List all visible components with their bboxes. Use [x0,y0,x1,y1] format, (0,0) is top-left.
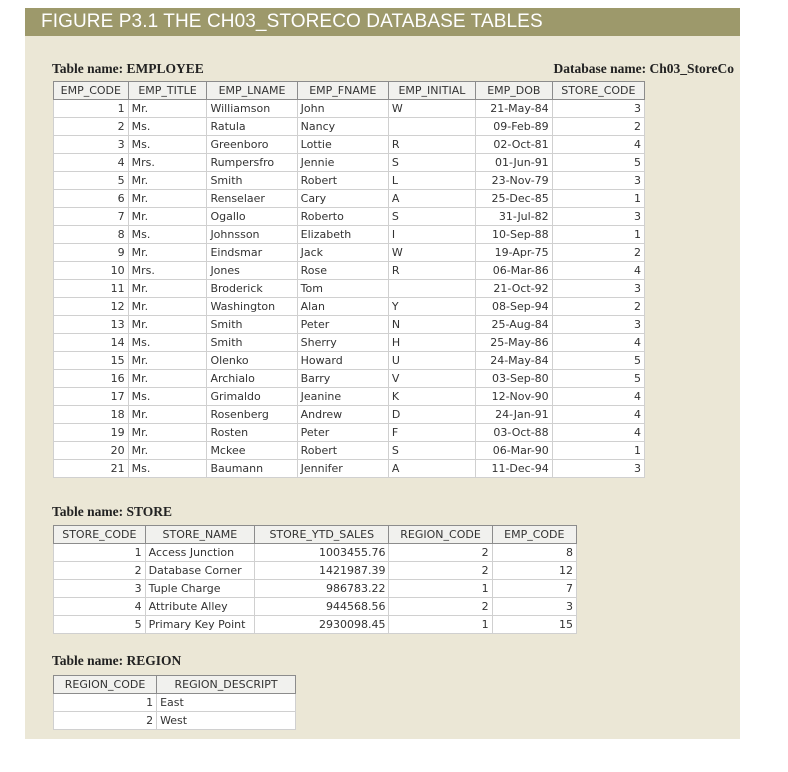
table-cell: Nancy [297,118,388,136]
table-cell: Baumann [207,460,297,478]
table-cell: 15 [54,352,129,370]
table-cell: 31-Jul-82 [475,208,552,226]
table-cell: 944568.56 [255,598,389,616]
table-cell: K [388,388,475,406]
table-cell: 4 [552,388,644,406]
table-cell: Rumpersfro [207,154,297,172]
table-cell: 21-May-84 [475,100,552,118]
table-row [54,172,645,190]
table-cell: Smith [207,316,297,334]
table-cell: 4 [552,406,644,424]
table-cell: 17 [54,388,129,406]
table-cell: 2 [54,118,129,136]
table-cell [388,280,475,298]
table-row [54,460,645,478]
table-cell: S [388,208,475,226]
table-cell: 01-Jun-91 [475,154,552,172]
table-cell: Broderick [207,280,297,298]
table-cell: 24-May-84 [475,352,552,370]
table-row [54,694,296,712]
table-cell: Tuple Charge [145,580,254,598]
table-cell: Rosenberg [207,406,297,424]
table-cell: Ms. [128,334,207,352]
table-cell: 4 [54,598,146,616]
column-header: STORE_CODE [54,526,146,544]
table-cell: 2 [54,562,146,580]
table-cell: 10-Sep-88 [475,226,552,244]
table-cell: Mr. [128,100,207,118]
table-cell: 24-Jan-91 [475,406,552,424]
table-cell: Mr. [128,370,207,388]
table-cell: Grimaldo [207,388,297,406]
table-cell: Ogallo [207,208,297,226]
table-cell: L [388,172,475,190]
table-cell: 06-Mar-86 [475,262,552,280]
column-header: EMP_CODE [54,82,129,100]
table-cell: 1 [552,226,644,244]
table-cell: Rose [297,262,388,280]
table-cell: 09-Feb-89 [475,118,552,136]
table-cell: Mrs. [128,154,207,172]
table-row [54,208,645,226]
table-cell: Mr. [128,172,207,190]
column-header: REGION_CODE [389,526,492,544]
table-cell: S [388,154,475,172]
table-cell: 2 [389,544,492,562]
table-cell: West [157,712,296,730]
table-cell: 3 [552,280,644,298]
table-cell: Mr. [128,280,207,298]
table-row [54,442,645,460]
table-cell: 21 [54,460,129,478]
table-cell: 1 [389,580,492,598]
table-cell: Archialo [207,370,297,388]
table-cell: 4 [54,154,129,172]
table-cell: 06-Mar-90 [475,442,552,460]
table-cell: Alan [297,298,388,316]
table-cell: Renselaer [207,190,297,208]
figure-title: FIGURE P3.1 THE CH03_STORECO DATABASE TABLES [25,8,740,36]
table-cell: 1 [54,544,146,562]
table-cell: Greenboro [207,136,297,154]
table-cell: 19-Apr-75 [475,244,552,262]
table-cell: Robert [297,442,388,460]
table-cell: Database Corner [145,562,254,580]
table-cell: Primary Key Point [145,616,254,634]
table-row [54,226,645,244]
table-cell: 2 [552,118,644,136]
table-row [54,424,645,442]
table-cell: 1 [54,100,129,118]
column-header: REGION_CODE [54,676,157,694]
table-cell: 2930098.45 [255,616,389,634]
table-cell: N [388,316,475,334]
table-cell: Y [388,298,475,316]
table-cell: Jeanine [297,388,388,406]
table-cell: R [388,136,475,154]
table-cell: Johnsson [207,226,297,244]
table-cell: Eindsmar [207,244,297,262]
table-row [54,262,645,280]
table-cell: 3 [552,100,644,118]
table-cell: Mr. [128,424,207,442]
table-cell: 1 [54,694,157,712]
column-header: STORE_NAME [145,526,254,544]
table-cell: Sherry [297,334,388,352]
table-cell: 8 [54,226,129,244]
table-cell: R [388,262,475,280]
table-cell: Barry [297,370,388,388]
table-row [54,280,645,298]
table-cell: Peter [297,316,388,334]
table-row [54,562,577,580]
table-cell: Ms. [128,226,207,244]
table-cell: 5 [552,370,644,388]
table-cell: 02-Oct-81 [475,136,552,154]
table-cell: H [388,334,475,352]
table-cell: Mr. [128,298,207,316]
table-cell: 5 [552,352,644,370]
table-row [54,616,577,634]
table-cell: 12-Nov-90 [475,388,552,406]
table-cell: Mr. [128,316,207,334]
table-cell: Jones [207,262,297,280]
table-cell: 1 [552,190,644,208]
column-header: EMP_CODE [492,526,576,544]
table-cell: 8 [492,544,576,562]
table-row [54,316,645,334]
table-cell: Mr. [128,352,207,370]
table-cell: 25-May-86 [475,334,552,352]
table-cell: F [388,424,475,442]
table-cell: U [388,352,475,370]
table-cell: 3 [54,136,129,154]
table-cell: 10 [54,262,129,280]
table-cell: 3 [492,598,576,616]
table-cell: Mrs. [128,262,207,280]
table-cell: Mr. [128,190,207,208]
column-header: STORE_YTD_SALES [255,526,389,544]
table-cell: 2 [552,298,644,316]
table-cell: 15 [492,616,576,634]
table-cell: 25-Dec-85 [475,190,552,208]
table-row [54,154,645,172]
table-cell: Washington [207,298,297,316]
table-cell: 3 [552,316,644,334]
column-header: REGION_DESCRIPT [157,676,296,694]
table-row [54,190,645,208]
table-cell: East [157,694,296,712]
employee-table-label: Table name: EMPLOYEE [52,61,204,76]
table-row [54,352,645,370]
table-cell: Williamson [207,100,297,118]
table-cell: 13 [54,316,129,334]
table-cell: Mr. [128,442,207,460]
store-table-label: Table name: STORE [52,504,173,519]
table-cell: 3 [552,460,644,478]
table-cell: Mckee [207,442,297,460]
table-cell: A [388,460,475,478]
table-cell: Lottie [297,136,388,154]
table-cell: 4 [552,136,644,154]
table-cell: 16 [54,370,129,388]
column-header: EMP_INITIAL [388,82,475,100]
table-row [54,118,645,136]
table-cell: Rosten [207,424,297,442]
table-cell: 9 [54,244,129,262]
column-header: EMP_LNAME [207,82,297,100]
table-cell: 11 [54,280,129,298]
table-cell: Mr. [128,208,207,226]
store-table [53,525,577,634]
table-cell: 03-Oct-88 [475,424,552,442]
employee-table [53,81,645,478]
table-cell: 1421987.39 [255,562,389,580]
table-cell: Jack [297,244,388,262]
table-cell: I [388,226,475,244]
table-cell: Ms. [128,118,207,136]
table-cell: W [388,100,475,118]
table-cell: Ms. [128,460,207,478]
table-cell: Tom [297,280,388,298]
table-cell: 3 [54,580,146,598]
table-cell: 3 [552,172,644,190]
table-cell: Ratula [207,118,297,136]
table-row [54,580,577,598]
table-cell: 12 [492,562,576,580]
table-cell: Smith [207,172,297,190]
table-cell: 5 [54,616,146,634]
table-cell: A [388,190,475,208]
column-header: STORE_CODE [552,82,644,100]
table-cell: 986783.22 [255,580,389,598]
table-row [54,388,645,406]
table-cell: 03-Sep-80 [475,370,552,388]
table-cell: 08-Sep-94 [475,298,552,316]
table-cell: Mr. [128,244,207,262]
table-row [54,544,577,562]
table-cell: 2 [389,562,492,580]
table-cell: 4 [552,424,644,442]
table-cell: Elizabeth [297,226,388,244]
table-cell: Jennifer [297,460,388,478]
table-cell: 20 [54,442,129,460]
table-row [54,244,645,262]
table-cell: Roberto [297,208,388,226]
table-cell: Andrew [297,406,388,424]
table-cell: 14 [54,334,129,352]
table-cell: 4 [552,262,644,280]
database-name: Database name: Ch03_StoreCo [553,61,734,76]
table-cell: Ms. [128,388,207,406]
table-cell: Attribute Alley [145,598,254,616]
table-cell: V [388,370,475,388]
table-cell: 11-Dec-94 [475,460,552,478]
table-cell: 1 [389,616,492,634]
table-cell: 7 [492,580,576,598]
table-cell: 5 [552,154,644,172]
region-header-row [54,676,296,694]
table-cell: 2 [552,244,644,262]
table-cell: Access Junction [145,544,254,562]
table-row [54,298,645,316]
table-cell: Robert [297,172,388,190]
table-cell: Ms. [128,136,207,154]
table-row [54,406,645,424]
table-cell: Mr. [128,406,207,424]
table-cell: Cary [297,190,388,208]
table-cell: 25-Aug-84 [475,316,552,334]
store-header-row [54,526,577,544]
table-cell: 5 [54,172,129,190]
table-cell: Peter [297,424,388,442]
table-row [54,334,645,352]
employee-header-row [54,82,645,100]
table-cell: Olenko [207,352,297,370]
table-cell: 19 [54,424,129,442]
table-cell: Howard [297,352,388,370]
table-cell: 12 [54,298,129,316]
table-cell: 1 [552,442,644,460]
column-header: EMP_DOB [475,82,552,100]
table-cell: W [388,244,475,262]
table-cell: 18 [54,406,129,424]
table-cell [388,118,475,136]
table-row [54,136,645,154]
table-row [54,100,645,118]
table-cell: 1003455.76 [255,544,389,562]
table-row [54,598,577,616]
region-table-label: Table name: REGION [52,653,182,668]
table-cell: 4 [552,334,644,352]
table-cell: 7 [54,208,129,226]
table-cell: Jennie [297,154,388,172]
table-cell: 2 [54,712,157,730]
table-cell: 23-Nov-79 [475,172,552,190]
region-table [53,675,296,730]
table-row [54,370,645,388]
table-row [54,712,296,730]
table-cell: S [388,442,475,460]
column-header: EMP_TITLE [128,82,207,100]
figure-panel [25,8,740,739]
table-cell: 21-Oct-92 [475,280,552,298]
table-cell: John [297,100,388,118]
table-cell: D [388,406,475,424]
table-cell: 2 [389,598,492,616]
table-cell: 6 [54,190,129,208]
table-cell: 3 [552,208,644,226]
table-cell: Smith [207,334,297,352]
column-header: EMP_FNAME [297,82,388,100]
